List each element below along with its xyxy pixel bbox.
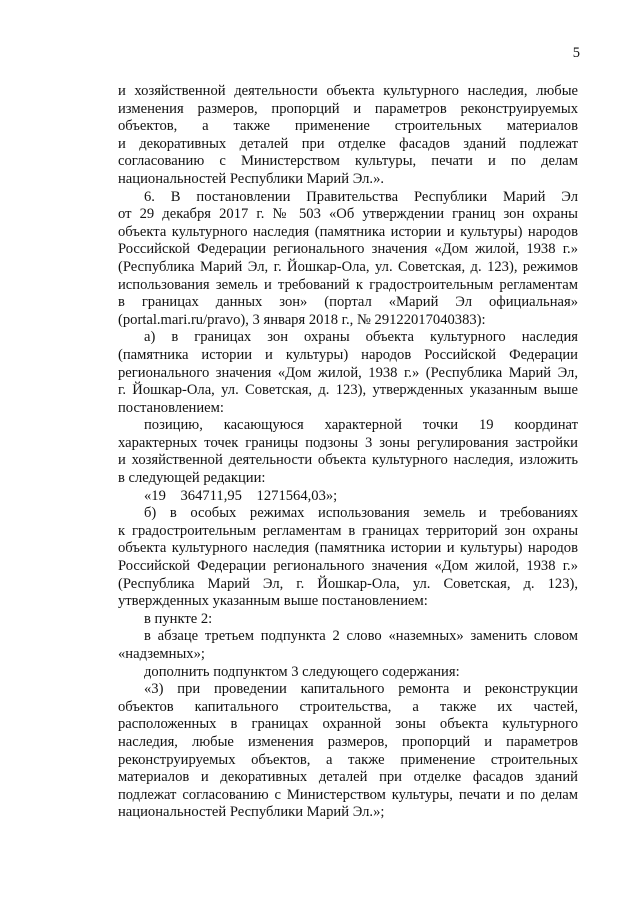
text-line: расположенных в границах охранной зоны объекта культурного <box>118 716 578 733</box>
text-line: 6. В постановлении Правительства Республики Марий Эл <box>144 188 578 205</box>
text-line: изменения размеров, пропорций и параметров реконструируемых <box>118 100 578 117</box>
text-line: наследия, любые изменения размеров, пропорций и параметров <box>118 733 578 750</box>
text-line: (Республика Марий Эл, г. Йошкар-Ола, ул. Советская, д. 123), режимов <box>118 258 578 275</box>
text-line: утвержденных указанным выше постановлением: <box>118 593 428 610</box>
text-line: объекта культурного наследия (памятника истории и культуры) народов <box>118 540 578 557</box>
text-line: использования земель и требований к градостроительным регламентам <box>118 276 578 293</box>
text-line: в пункте 2: <box>144 610 213 627</box>
text-line: и декоративных деталей при отделке фасадов зданий подлежат <box>118 135 578 152</box>
text-line: в границах данных зон» (портал «Марий Эл официальная» <box>118 294 578 311</box>
text-line: в следующей редакции: <box>118 470 266 487</box>
text-line: постановлением: <box>118 399 224 416</box>
text-line: дополнить подпунктом 3 следующего содержания: <box>144 663 460 680</box>
document-body <box>118 83 578 822</box>
text-line: от 29 декабря 2017 г. № 503 «Об утверждении границ зон охраны <box>118 206 578 223</box>
text-line: б) в особых режимах использования земель и требованиях <box>144 505 578 522</box>
text-line: (Республика Марий Эл, г. Йошкар-Ола, ул. Советская, д. 123), <box>118 575 578 592</box>
text-line: а) в границах зон охраны объекта культурного наследия <box>144 329 578 346</box>
text-line: «19 364711,95 1271564,03»; <box>144 487 338 504</box>
text-line: к градостроительным регламентам в границах территорий зон охраны <box>118 522 578 539</box>
page-number: 5 <box>572 45 580 61</box>
text-line: (памятника истории и культуры) народов Российской Федерации <box>118 346 578 363</box>
text-line: г. Йошкар-Ола, ул. Советская, д. 123), утвержденных указанным выше <box>118 382 578 399</box>
text-line: «3) при проведении капитального ремонта и реконструкции <box>144 681 578 698</box>
text-line: объектов капитального строительства, а также их частей, <box>118 698 578 715</box>
text-line: и хозяйственной деятельности объекта культурного наследия, любые <box>118 83 578 99</box>
text-line: материалов и декоративных деталей при отделке фасадов зданий <box>118 769 578 786</box>
text-line: и хозяйственной деятельности объекта культурного наследия, изложить <box>118 452 578 469</box>
text-line: Российской Федерации регионального значения «Дом жилой, 1938 г.» <box>118 558 578 575</box>
text-line: позицию, касающуюся характерной точки 19 координат <box>144 417 578 434</box>
text-line: характерных точек границы подзоны 3 зоны регулирования застройки <box>118 434 578 451</box>
text-line: национальностей Республики Марий Эл.». <box>118 170 385 187</box>
text-line: реконструируемых объектов, а также применение строительных <box>118 751 578 768</box>
text-line: согласованию с Министерством культуры, печати и по делам <box>118 153 578 170</box>
text-line: Российской Федерации регионального значения «Дом жилой, 1938 г.» <box>118 241 578 258</box>
text-line: объекта культурного наследия (памятника истории и культуры) народов <box>118 223 578 240</box>
text-line: в абзаце третьем подпункта 2 слово «наземных» заменить словом <box>144 628 578 645</box>
text-line: «надземных»; <box>118 646 205 662</box>
text-line: национальностей Республики Марий Эл.»; <box>118 804 385 821</box>
text-line: подлежат согласованию с Министерством культуры, печати и по делам <box>118 786 578 803</box>
text-line: регионального значения «Дом жилой, 1938 г.» (Республика Марий Эл, <box>118 364 578 381</box>
text-line: объектов, а также применение строительных материалов <box>118 118 578 135</box>
text-line: (portal.mari.ru/pravo), 3 января 2018 г., № 29122017040383): <box>118 311 486 328</box>
